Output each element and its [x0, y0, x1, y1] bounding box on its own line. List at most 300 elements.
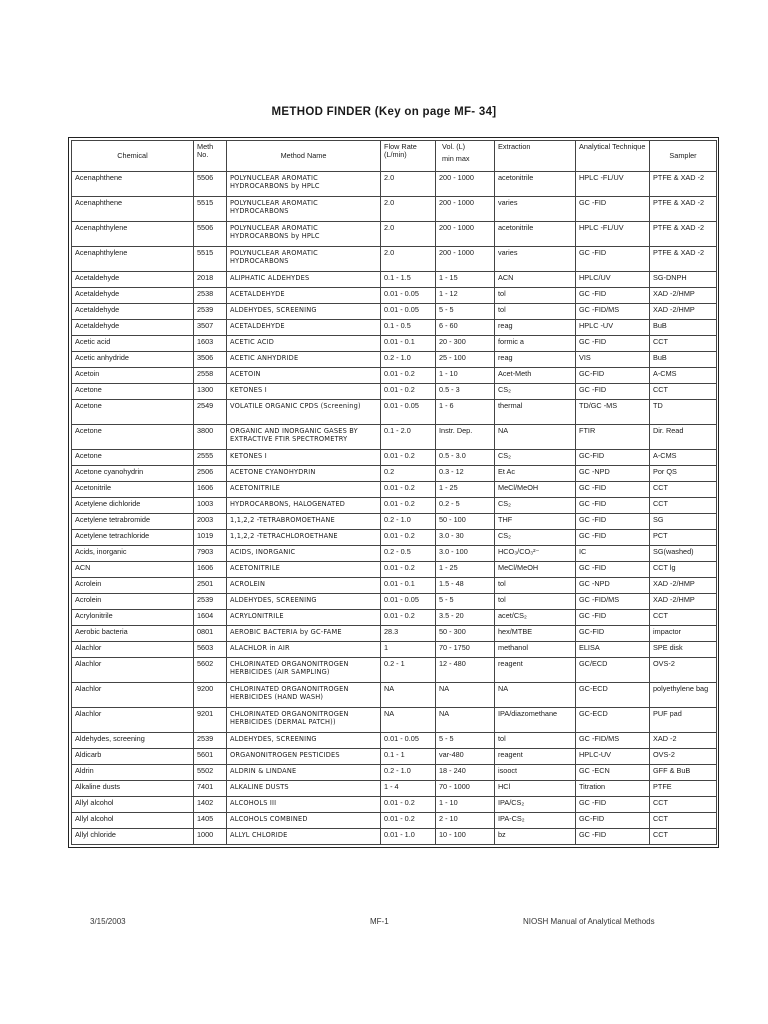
- cell-flow-rate: 2.0: [381, 172, 436, 197]
- cell-flow-rate: 0.2 - 1.0: [381, 352, 436, 368]
- cell-method-name: POLYNUCLEAR AROMATIC HYDROCARBONS: [227, 197, 381, 222]
- header-vol: [436, 141, 495, 172]
- cell-flow-rate: 0.01 - 0.1: [381, 578, 436, 594]
- cell-vol: 50 - 100: [436, 514, 495, 530]
- cell-analytical: GC-FID: [576, 813, 650, 829]
- cell-meth-no: 5603: [194, 642, 227, 658]
- cell-analytical: GC-FID: [576, 626, 650, 642]
- table-row: [72, 765, 717, 781]
- table-row: [72, 304, 717, 320]
- cell-flow-rate: 0.01 - 0.2: [381, 384, 436, 400]
- cell-meth-no: 5515: [194, 247, 227, 272]
- cell-method-name: ACETIC ANHYDRIDE: [227, 352, 381, 368]
- cell-analytical: GC -FID: [576, 610, 650, 626]
- cell-analytical: GC-FID: [576, 450, 650, 466]
- cell-chemical: Aldrin: [72, 765, 194, 781]
- cell-sampler: XAD -2/HMP: [650, 578, 717, 594]
- cell-chemical: Acenaphthylene: [72, 222, 194, 247]
- cell-sampler: SG: [650, 514, 717, 530]
- cell-meth-no: 3800: [194, 425, 227, 450]
- cell-method-name: ACRYLONITRILE: [227, 610, 381, 626]
- cell-meth-no: 7903: [194, 546, 227, 562]
- cell-vol: 2 - 10: [436, 813, 495, 829]
- cell-analytical: GC -FID: [576, 514, 650, 530]
- cell-vol: 5 - 5: [436, 594, 495, 610]
- cell-flow-rate: 0.1 - 0.5: [381, 320, 436, 336]
- cell-sampler: PUF pad: [650, 708, 717, 733]
- cell-analytical: GC -NPD: [576, 578, 650, 594]
- cell-vol: 3.0 - 100: [436, 546, 495, 562]
- cell-chemical: Acetylene tetrachloride: [72, 530, 194, 546]
- cell-method-name: ORGANIC AND INORGANIC GASES BY EXTRACTIVE FTIR SPECTROMETRY: [227, 425, 381, 450]
- cell-vol: 10 - 100: [436, 829, 495, 845]
- cell-flow-rate: 0.01 - 0.05: [381, 304, 436, 320]
- cell-extraction: MeCl/MeOH: [495, 482, 576, 498]
- cell-vol: 200 - 1000: [436, 172, 495, 197]
- cell-meth-no: 2506: [194, 466, 227, 482]
- cell-flow-rate: 0.01 - 1.0: [381, 829, 436, 845]
- cell-flow-rate: 1: [381, 642, 436, 658]
- method-finder-table: [71, 140, 717, 845]
- cell-chemical: Acids, inorganic: [72, 546, 194, 562]
- cell-meth-no: 2555: [194, 450, 227, 466]
- cell-meth-no: 2539: [194, 304, 227, 320]
- cell-vol: 12 - 480: [436, 658, 495, 683]
- cell-sampler: CCT: [650, 336, 717, 352]
- cell-meth-no: 1402: [194, 797, 227, 813]
- cell-method-name: KETONES I: [227, 450, 381, 466]
- cell-extraction: acetonitrile: [495, 222, 576, 247]
- cell-vol: 5 - 5: [436, 733, 495, 749]
- cell-extraction: reagent: [495, 658, 576, 683]
- cell-extraction: IPA/CS₂: [495, 797, 576, 813]
- cell-analytical: Titration: [576, 781, 650, 797]
- cell-method-name: POLYNUCLEAR AROMATIC HYDROCARBONS by HPLC: [227, 172, 381, 197]
- cell-method-name: AEROBIC BACTERIA by GC-FAME: [227, 626, 381, 642]
- cell-method-name: ALCOHOLS COMBINED: [227, 813, 381, 829]
- cell-flow-rate: 2.0: [381, 222, 436, 247]
- cell-chemical: Acetaldehyde: [72, 320, 194, 336]
- cell-flow-rate: 0.1 - 2.0: [381, 425, 436, 450]
- table-row: [72, 425, 717, 450]
- cell-flow-rate: 0.2 - 1.0: [381, 514, 436, 530]
- cell-extraction: varies: [495, 247, 576, 272]
- table-row: [72, 797, 717, 813]
- header-extraction: Extraction: [495, 141, 576, 172]
- cell-extraction: reagent: [495, 749, 576, 765]
- cell-extraction: thermal: [495, 400, 576, 425]
- cell-analytical: HPLC-UV: [576, 749, 650, 765]
- cell-sampler: SG(washed): [650, 546, 717, 562]
- footer-source: NIOSH Manual of Analytical Methods: [523, 917, 655, 926]
- header-sampler: Sampler: [650, 141, 717, 172]
- cell-method-name: POLYNUCLEAR AROMATIC HYDROCARBONS: [227, 247, 381, 272]
- cell-meth-no: 1606: [194, 482, 227, 498]
- cell-analytical: GC -FID: [576, 562, 650, 578]
- cell-extraction: tol: [495, 733, 576, 749]
- cell-meth-no: 5602: [194, 658, 227, 683]
- cell-chemical: Aldicarb: [72, 749, 194, 765]
- cell-flow-rate: 0.01 - 0.2: [381, 498, 436, 514]
- cell-chemical: Aldehydes, screening: [72, 733, 194, 749]
- cell-extraction: Acet-Meth: [495, 368, 576, 384]
- cell-vol: 0.5 - 3.0: [436, 450, 495, 466]
- cell-vol: 200 - 1000: [436, 222, 495, 247]
- cell-analytical: GC -FID: [576, 197, 650, 222]
- cell-meth-no: 3507: [194, 320, 227, 336]
- table-row: [72, 352, 717, 368]
- cell-sampler: BuB: [650, 320, 717, 336]
- cell-method-name: ALDEHYDES, SCREENING: [227, 733, 381, 749]
- table-row: [72, 733, 717, 749]
- table-row: [72, 781, 717, 797]
- cell-flow-rate: 0.01 - 0.05: [381, 288, 436, 304]
- cell-analytical: GC -FID: [576, 384, 650, 400]
- cell-meth-no: 2538: [194, 288, 227, 304]
- cell-analytical: GC -ECN: [576, 765, 650, 781]
- cell-method-name: ACETONITRILE: [227, 482, 381, 498]
- cell-method-name: ACETALDEHYDE: [227, 288, 381, 304]
- cell-flow-rate: 0.01 - 0.2: [381, 813, 436, 829]
- header-vol-sub: min max: [442, 154, 470, 163]
- cell-vol: 6 - 60: [436, 320, 495, 336]
- cell-chemical: Acrylonitrile: [72, 610, 194, 626]
- cell-extraction: reag: [495, 352, 576, 368]
- table-row: [72, 514, 717, 530]
- cell-chemical: Acetone: [72, 450, 194, 466]
- cell-vol: 70 - 1750: [436, 642, 495, 658]
- cell-extraction: Et Ac: [495, 466, 576, 482]
- cell-extraction: tol: [495, 304, 576, 320]
- cell-chemical: Acetoin: [72, 368, 194, 384]
- cell-vol: 0.5 - 3: [436, 384, 495, 400]
- footer-date: 3/15/2003: [90, 917, 126, 926]
- cell-vol: 1 - 10: [436, 368, 495, 384]
- cell-chemical: Acetone: [72, 425, 194, 450]
- cell-sampler: BuB: [650, 352, 717, 368]
- cell-method-name: CHLORINATED ORGANONITROGEN HERBICIDES (AIR SAMPLING): [227, 658, 381, 683]
- cell-sampler: XAD -2/HMP: [650, 594, 717, 610]
- cell-meth-no: 5502: [194, 765, 227, 781]
- cell-sampler: SPE disk: [650, 642, 717, 658]
- cell-extraction: IPA-CS₂: [495, 813, 576, 829]
- table-row: [72, 368, 717, 384]
- cell-meth-no: 7401: [194, 781, 227, 797]
- header-flow-rate: Flow Rate (L/min): [381, 141, 436, 172]
- cell-extraction: methanol: [495, 642, 576, 658]
- table-body: [72, 172, 717, 845]
- cell-extraction: acetonitrile: [495, 172, 576, 197]
- cell-analytical: IC: [576, 546, 650, 562]
- cell-method-name: ORGANONITROGEN PESTICIDES: [227, 749, 381, 765]
- cell-method-name: ALIPHATIC ALDEHYDES: [227, 272, 381, 288]
- table-row: [72, 813, 717, 829]
- cell-analytical: GC -FID: [576, 482, 650, 498]
- cell-flow-rate: 2.0: [381, 197, 436, 222]
- cell-method-name: CHLORINATED ORGANONITROGEN HERBICIDES (DERMAL PATCH)): [227, 708, 381, 733]
- cell-meth-no: 0801: [194, 626, 227, 642]
- cell-extraction: tol: [495, 288, 576, 304]
- table-row: [72, 466, 717, 482]
- cell-meth-no: 1019: [194, 530, 227, 546]
- table-row: [72, 336, 717, 352]
- cell-vol: 5 - 5: [436, 304, 495, 320]
- cell-flow-rate: NA: [381, 708, 436, 733]
- cell-method-name: ACIDS, INORGANIC: [227, 546, 381, 562]
- cell-extraction: HCO₃/CO₃²⁻: [495, 546, 576, 562]
- cell-flow-rate: NA: [381, 683, 436, 708]
- cell-vol: 200 - 1000: [436, 197, 495, 222]
- cell-analytical: GC -FID: [576, 829, 650, 845]
- table-row: [72, 546, 717, 562]
- cell-meth-no: 9200: [194, 683, 227, 708]
- table-row: [72, 749, 717, 765]
- header-vol-label: Vol. (L): [442, 142, 466, 151]
- table-row: [72, 498, 717, 514]
- cell-chemical: Acenaphthene: [72, 172, 194, 197]
- cell-flow-rate: 0.2 - 0.5: [381, 546, 436, 562]
- cell-extraction: THF: [495, 514, 576, 530]
- cell-vol: 1 - 25: [436, 562, 495, 578]
- cell-vol: 18 - 240: [436, 765, 495, 781]
- cell-chemical: Acetaldehyde: [72, 288, 194, 304]
- cell-flow-rate: 0.01 - 0.2: [381, 797, 436, 813]
- cell-chemical: Aerobic bacteria: [72, 626, 194, 642]
- cell-method-name: ACETONITRILE: [227, 562, 381, 578]
- cell-chemical: Allyl alcohol: [72, 797, 194, 813]
- cell-sampler: PTFE & XAD -2: [650, 172, 717, 197]
- cell-method-name: ALDRIN & LINDANE: [227, 765, 381, 781]
- cell-vol: 3.5 - 20: [436, 610, 495, 626]
- cell-extraction: ACN: [495, 272, 576, 288]
- cell-meth-no: 2558: [194, 368, 227, 384]
- table-row: [72, 320, 717, 336]
- cell-method-name: ALKALINE DUSTS: [227, 781, 381, 797]
- cell-method-name: 1,1,2,2 -TETRABROMOETHANE: [227, 514, 381, 530]
- cell-chemical: Allyl alcohol: [72, 813, 194, 829]
- cell-analytical: TD/GC -MS: [576, 400, 650, 425]
- cell-sampler: CCT: [650, 498, 717, 514]
- cell-method-name: CHLORINATED ORGANONITROGEN HERBICIDES (HAND WASH): [227, 683, 381, 708]
- cell-meth-no: 2539: [194, 733, 227, 749]
- header-analytical: Analytical Technique: [576, 141, 650, 172]
- cell-extraction: varies: [495, 197, 576, 222]
- cell-meth-no: 2539: [194, 594, 227, 610]
- cell-chemical: Alachlor: [72, 708, 194, 733]
- cell-sampler: Dir. Read: [650, 425, 717, 450]
- cell-meth-no: 1604: [194, 610, 227, 626]
- table-row: [72, 594, 717, 610]
- cell-chemical: Alachlor: [72, 658, 194, 683]
- cell-meth-no: 5506: [194, 172, 227, 197]
- cell-analytical: GC -FID: [576, 498, 650, 514]
- cell-flow-rate: 0.2 - 1: [381, 658, 436, 683]
- cell-sampler: OVS-2: [650, 749, 717, 765]
- cell-vol: 3.0 - 30: [436, 530, 495, 546]
- header-chemical: Chemical: [72, 141, 194, 172]
- cell-sampler: CCT: [650, 797, 717, 813]
- cell-chemical: Acrolein: [72, 578, 194, 594]
- method-finder-table-frame: [68, 137, 719, 848]
- cell-vol: 200 - 1000: [436, 247, 495, 272]
- cell-sampler: CCT: [650, 384, 717, 400]
- table-row: [72, 626, 717, 642]
- table-row: [72, 197, 717, 222]
- cell-vol: 1 - 12: [436, 288, 495, 304]
- cell-method-name: ALACHLOR in AIR: [227, 642, 381, 658]
- cell-meth-no: 1606: [194, 562, 227, 578]
- cell-analytical: GC -NPD: [576, 466, 650, 482]
- cell-meth-no: 2018: [194, 272, 227, 288]
- cell-extraction: hex/MTBE: [495, 626, 576, 642]
- cell-sampler: XAD -2/HMP: [650, 288, 717, 304]
- cell-chemical: Acenaphthylene: [72, 247, 194, 272]
- cell-chemical: Acetic acid: [72, 336, 194, 352]
- cell-analytical: FTIR: [576, 425, 650, 450]
- cell-vol: 50 - 300: [436, 626, 495, 642]
- cell-flow-rate: 0.2: [381, 466, 436, 482]
- cell-analytical: GC -FID: [576, 797, 650, 813]
- cell-chemical: Alachlor: [72, 642, 194, 658]
- cell-method-name: VOLATILE ORGANIC CPDS (Screening): [227, 400, 381, 425]
- page-title: METHOD FINDER (Key on page MF- 34]: [271, 106, 497, 118]
- cell-flow-rate: 0.01 - 0.05: [381, 400, 436, 425]
- cell-extraction: acet/CS₂: [495, 610, 576, 626]
- cell-analytical: HPLC/UV: [576, 272, 650, 288]
- table-row: [72, 450, 717, 466]
- cell-sampler: XAD -2/HMP: [650, 304, 717, 320]
- cell-sampler: OVS-2: [650, 658, 717, 683]
- cell-chemical: Acetic anhydride: [72, 352, 194, 368]
- table-row: [72, 222, 717, 247]
- cell-vol: 20 - 300: [436, 336, 495, 352]
- cell-method-name: ACETALDEHYDE: [227, 320, 381, 336]
- cell-sampler: PTFE & XAD -2: [650, 197, 717, 222]
- cell-sampler: GFF & BuB: [650, 765, 717, 781]
- cell-flow-rate: 0.1 - 1: [381, 749, 436, 765]
- cell-analytical: ELISA: [576, 642, 650, 658]
- cell-vol: 25 - 100: [436, 352, 495, 368]
- cell-extraction: bz: [495, 829, 576, 845]
- cell-flow-rate: 0.01 - 0.2: [381, 482, 436, 498]
- cell-vol: NA: [436, 683, 495, 708]
- cell-meth-no: 2501: [194, 578, 227, 594]
- cell-extraction: NA: [495, 683, 576, 708]
- cell-method-name: ACETONE CYANOHYDRIN: [227, 466, 381, 482]
- cell-chemical: Alkaline dusts: [72, 781, 194, 797]
- table-row: [72, 530, 717, 546]
- cell-flow-rate: 0.01 - 0.2: [381, 450, 436, 466]
- cell-extraction: CS₂: [495, 498, 576, 514]
- cell-chemical: Acetylene dichloride: [72, 498, 194, 514]
- table-row: [72, 708, 717, 733]
- cell-chemical: Acetonitrile: [72, 482, 194, 498]
- cell-method-name: POLYNUCLEAR AROMATIC HYDROCARBONS by HPLC: [227, 222, 381, 247]
- cell-extraction: CS₂: [495, 530, 576, 546]
- cell-analytical: GC-ECD: [576, 683, 650, 708]
- table-row: [72, 272, 717, 288]
- cell-meth-no: 1603: [194, 336, 227, 352]
- cell-sampler: PTFE & XAD -2: [650, 247, 717, 272]
- cell-meth-no: 5601: [194, 749, 227, 765]
- cell-meth-no: 1405: [194, 813, 227, 829]
- table-row: [72, 400, 717, 425]
- cell-sampler: Por QS: [650, 466, 717, 482]
- cell-analytical: GC -FID: [576, 530, 650, 546]
- cell-sampler: A-CMS: [650, 368, 717, 384]
- cell-flow-rate: 0.01 - 0.2: [381, 562, 436, 578]
- cell-sampler: CCT: [650, 610, 717, 626]
- cell-meth-no: 1300: [194, 384, 227, 400]
- cell-extraction: tol: [495, 594, 576, 610]
- cell-sampler: CCT: [650, 813, 717, 829]
- cell-vol: 70 - 1000: [436, 781, 495, 797]
- cell-flow-rate: 0.01 - 0.1: [381, 336, 436, 352]
- cell-analytical: GC-ECD: [576, 708, 650, 733]
- cell-sampler: SG-DNPH: [650, 272, 717, 288]
- cell-analytical: HPLC -FL/UV: [576, 222, 650, 247]
- table-row: [72, 247, 717, 272]
- cell-analytical: GC -FID/MS: [576, 304, 650, 320]
- cell-meth-no: 5506: [194, 222, 227, 247]
- cell-flow-rate: 28.3: [381, 626, 436, 642]
- cell-flow-rate: 0.01 - 0.05: [381, 594, 436, 610]
- cell-chemical: Acenaphthene: [72, 197, 194, 222]
- cell-method-name: ALCOHOLS III: [227, 797, 381, 813]
- cell-method-name: ALDEHYDES, SCREENING: [227, 304, 381, 320]
- cell-extraction: formic a: [495, 336, 576, 352]
- cell-flow-rate: 0.01 - 0.2: [381, 368, 436, 384]
- cell-sampler: polyethylene bag: [650, 683, 717, 708]
- cell-vol: 1 - 10: [436, 797, 495, 813]
- cell-chemical: ACN: [72, 562, 194, 578]
- table-row: [72, 610, 717, 626]
- table-row: [72, 829, 717, 845]
- footer-page-number: MF-1: [370, 917, 389, 926]
- cell-extraction: tol: [495, 578, 576, 594]
- cell-meth-no: 1003: [194, 498, 227, 514]
- cell-chemical: Acrolein: [72, 594, 194, 610]
- cell-extraction: IPA/diazomethane: [495, 708, 576, 733]
- table-row: [72, 578, 717, 594]
- cell-chemical: Acetylene tetrabromide: [72, 514, 194, 530]
- cell-vol: var-480: [436, 749, 495, 765]
- cell-method-name: ACROLEIN: [227, 578, 381, 594]
- cell-vol: 0.3 - 12: [436, 466, 495, 482]
- cell-chemical: Acetaldehyde: [72, 304, 194, 320]
- cell-sampler: TD: [650, 400, 717, 425]
- cell-sampler: A-CMS: [650, 450, 717, 466]
- cell-method-name: KETONES I: [227, 384, 381, 400]
- table-row: [72, 562, 717, 578]
- cell-extraction: CS₂: [495, 450, 576, 466]
- cell-extraction: HCl: [495, 781, 576, 797]
- cell-chemical: Alachlor: [72, 683, 194, 708]
- cell-analytical: GC -FID: [576, 288, 650, 304]
- header-row: [72, 141, 717, 172]
- cell-sampler: impactor: [650, 626, 717, 642]
- cell-flow-rate: 2.0: [381, 247, 436, 272]
- cell-analytical: GC -FID/MS: [576, 733, 650, 749]
- cell-chemical: Acetone: [72, 400, 194, 425]
- cell-analytical: GC -FID: [576, 336, 650, 352]
- cell-analytical: VIS: [576, 352, 650, 368]
- table-row: [72, 288, 717, 304]
- cell-vol: 1 - 15: [436, 272, 495, 288]
- cell-sampler: PTFE & XAD -2: [650, 222, 717, 247]
- cell-flow-rate: 0.01 - 0.05: [381, 733, 436, 749]
- cell-meth-no: 5515: [194, 197, 227, 222]
